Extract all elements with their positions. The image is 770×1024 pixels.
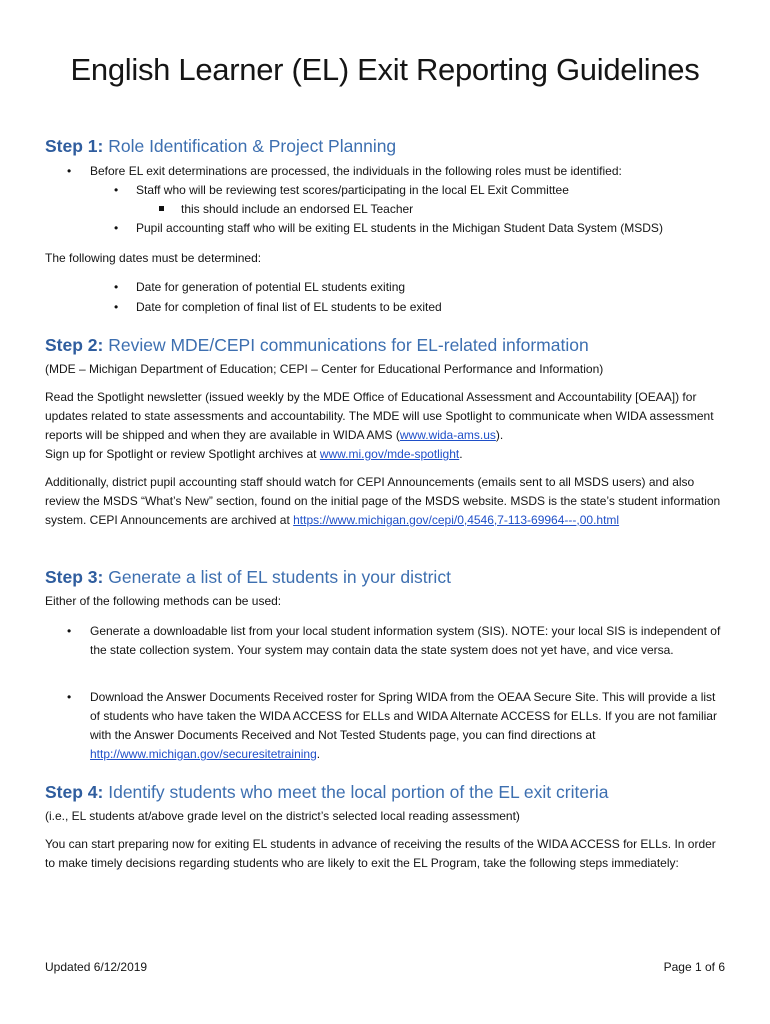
bullet-dot-icon: •	[67, 624, 72, 638]
bullet-dot-icon: •	[67, 164, 72, 178]
step1-bullet-1a: Staff who will be reviewing test scores/participating in the local EL Exit Committee	[136, 183, 569, 197]
page-title: English Learner (EL) Exit Reporting Guidelines	[70, 52, 700, 87]
step4-paragraph-1: You can start preparing now for exiting EL students in advance of receiving the results of the WIDA ACCESS for ELLs. In order to make timely decisions regarding students who are likely to exit the EL Program, take the following steps immediately:	[45, 837, 716, 870]
step4-title: Identify students who meet the local portion of the EL exit criteria	[103, 782, 609, 802]
step1-dates-intro: The following dates must be determined:	[45, 251, 262, 265]
step2-label: Step 2:	[45, 335, 104, 355]
step1-bullet-1a1: this should include an endorsed EL Teacher	[181, 202, 414, 216]
step2-paragraph-2-text: Sign up for Spotlight or review Spotlight archives at	[45, 447, 320, 461]
step2-paragraph-1-text: Read the Spotlight newsletter (issued weekly by the MDE Office of Educational Assessment and Accountability [OEAA]) for updates related to state assessments and accountability. The MDE will use Spotlight to communicate when WIDA assessment reports will be shipped and when they are available in WIDA AMS (	[45, 390, 714, 442]
step4-label: Step 4:	[45, 782, 104, 802]
wida-ams-link[interactable]: www.wida-ams.us	[399, 428, 496, 442]
step1-bullet-1: Before EL exit determinations are processed, the individuals in the following roles must be identified:	[90, 164, 622, 178]
step3-label: Step 3:	[45, 567, 104, 587]
step1-bullet-1b: Pupil accounting staff who will be exiting EL students in the Michigan Student Data System (MSDS)	[136, 221, 663, 235]
step3-bullet-2	[90, 688, 727, 764]
footer-page-number: Page 1 of 6	[663, 960, 725, 974]
cepi-announcements-link[interactable]: https://www.michigan.gov/cepi/0,4546,7-113-69964---,00.html	[293, 513, 620, 527]
step2-heading	[45, 335, 589, 356]
step3-bullet-2-end: .	[316, 747, 321, 761]
step2-paragraph-2	[45, 445, 463, 464]
step2-paragraph-3	[45, 473, 727, 530]
step2-paragraph-1	[45, 388, 727, 445]
bullet-square-icon	[159, 206, 164, 211]
step3-bullet-2-text: Download the Answer Documents Received roster for Spring WIDA from the OEAA Secure Site. This will provide a list of students who have taken the WIDA ACCESS for ELLs and WIDA Alternate ACCESS for ELLs. If you are not familiar with the Answer Documents Received and Not Tested Students page, you can find directions at	[90, 690, 717, 742]
step3-intro: Either of the following methods can be used:	[45, 594, 282, 608]
step1-heading	[45, 136, 396, 157]
bullet-dot-icon: •	[114, 183, 119, 197]
footer-updated-date: Updated 6/12/2019	[45, 960, 148, 974]
step1-label: Step 1:	[45, 136, 104, 156]
step2-abbreviations: (MDE – Michigan Department of Education; CEPI – Center for Educational Performance and Information)	[45, 362, 604, 376]
bullet-dot-icon: •	[114, 221, 119, 235]
step4-subtitle: (i.e., EL students at/above grade level on the district’s selected local reading assessment)	[45, 809, 520, 823]
step1-date-1: Date for generation of potential EL students exiting	[136, 280, 406, 294]
step3-bullet-1: Generate a downloadable list from your local student information system (SIS). NOTE: your local SIS is independent of the state collection system. Your system may contain data the state system does not yet have, and vice versa.	[90, 624, 721, 657]
step2-title: Review MDE/CEPI communications for EL-related information	[103, 335, 589, 355]
step3-title: Generate a list of EL students in your district	[103, 567, 451, 587]
step4-heading	[45, 782, 609, 803]
step3-heading	[45, 567, 451, 588]
step2-paragraph-2-end: .	[459, 447, 463, 461]
step2-paragraph-3-text: Additionally, district pupil accounting staff should watch for CEPI Announcements (emails sent to all MSDS users) and also review the MSDS “What’s New” section, found on the initial page of the MSDS website. MSDS is the state’s student information system. CEPI Announcements are archived at	[45, 475, 721, 527]
bullet-dot-icon: •	[114, 300, 119, 314]
mde-spotlight-link[interactable]: www.mi.gov/mde-spotlight	[319, 447, 460, 461]
step1-title: Role Identification & Project Planning	[103, 136, 397, 156]
secure-site-training-link[interactable]: http://www.michigan.gov/securesitetraining	[90, 747, 317, 761]
step1-date-2: Date for completion of final list of EL students to be exited	[136, 300, 442, 314]
bullet-dot-icon: •	[114, 280, 119, 294]
step2-paragraph-1-end: ).	[495, 428, 504, 442]
bullet-dot-icon: •	[67, 690, 72, 704]
